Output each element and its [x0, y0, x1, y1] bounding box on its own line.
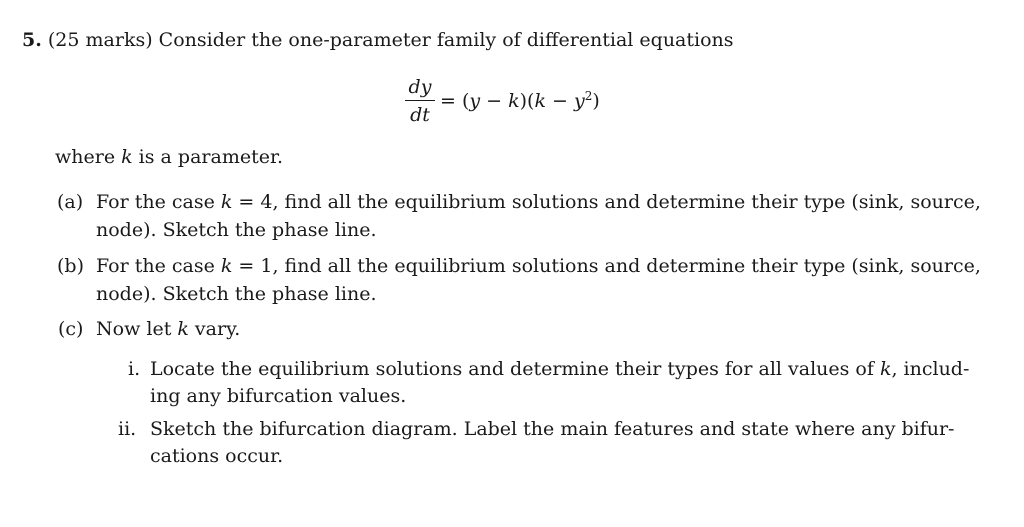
equation-fraction	[405, 76, 435, 126]
equation-rhs: = $(y - k)(k - y^2)$	[440, 89, 600, 112]
sub-i-line2: ing any bifurcation values.	[150, 385, 407, 407]
part-b-line2: node). Sketch the phase line.	[96, 283, 377, 305]
question-marks: (25 marks)	[47, 29, 153, 51]
sub-i-label: i.	[128, 358, 141, 380]
question-header	[22, 27, 734, 54]
equation-denominator: dt	[410, 104, 430, 126]
question-number: 5.	[22, 29, 42, 51]
part-b-line1: For the case k = 1, find all the equilibrium solutions and determine their type (sink, source,	[96, 255, 981, 277]
question-intro: Consider the one-parameter family of differential equations	[158, 29, 734, 51]
sub-i-line1: Locate the equilibrium solutions and determine their types for all values of k, includ-	[150, 358, 970, 380]
equation-numerator: dy	[408, 76, 432, 98]
part-c-line1: Now let k vary.	[96, 318, 241, 340]
sub-ii-line2: cations occur.	[150, 445, 284, 467]
part-a-label: (a)	[57, 191, 84, 213]
part-a-line1: For the case k = 4, find all the equilibrium solutions and determine their type (sink, source,	[96, 191, 981, 213]
fraction-bar	[405, 100, 435, 101]
part-b-label: (b)	[57, 255, 84, 277]
where-line: where k is a parameter.	[55, 146, 283, 168]
sub-ii-line1: Sketch the bifurcation diagram. Label the main features and state where any bifur-	[150, 418, 955, 440]
part-a-line2: node). Sketch the phase line.	[96, 219, 377, 241]
sub-ii-label: ii.	[118, 418, 137, 440]
part-c-label: (c)	[58, 318, 84, 340]
